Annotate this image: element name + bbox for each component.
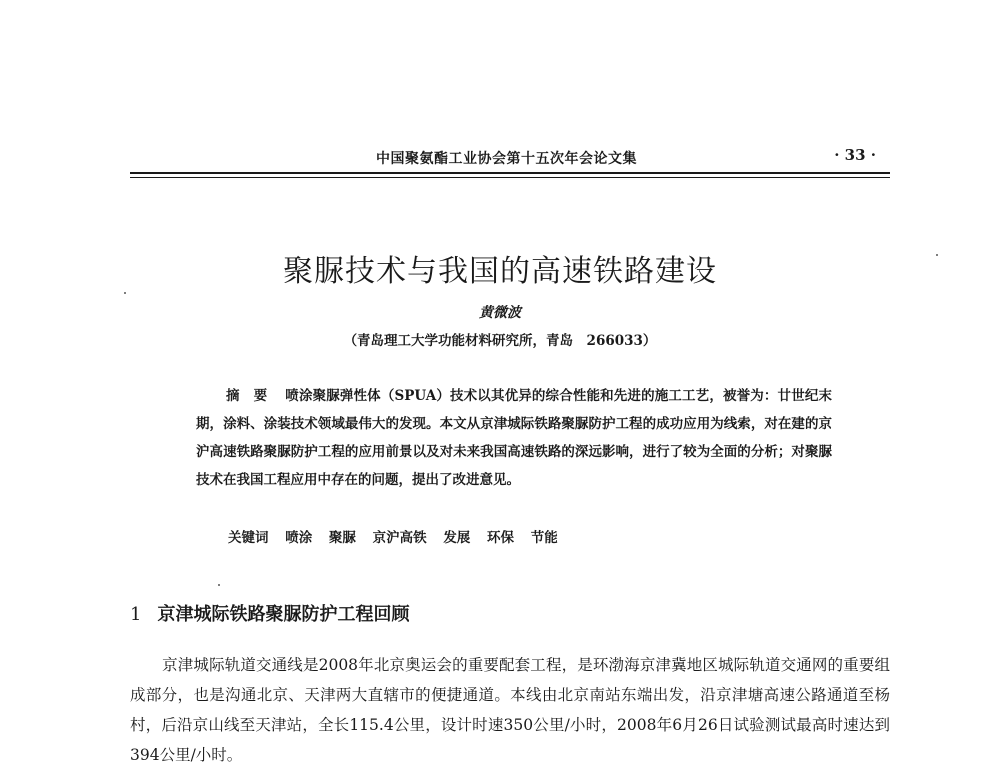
header-rule-thick — [130, 172, 890, 174]
abstract-text: 喷涂聚脲弹性体（SPUA）技术以其优异的综合性能和先进的施工工艺，被誉为：廿世纪末期，涂料、涂装技术领域最伟大的发现。本文从京津城际铁路聚脲防护工程的成功应用为线索，对在建的京沪高速铁路聚脲防护工程的应用前景以及对未来我国高速铁路的深远影响，进行了较为全面的分析；对聚脲技术在我国工程应用中存在的问题，提出了改进意见。 — [196, 388, 832, 488]
abstract — [196, 382, 832, 494]
scan-speck — [936, 254, 938, 256]
paragraph-text: 京津城际轨道交通线是2008年北京奥运会的重要配套工程，是环渤海京津冀地区城际轨道交通网的重要组成部分，也是沟通北京、天津两大直辖市的便捷通道。本线由北京南站东端出发，沿京津塘高速公路通道至杨村，后沿京山线至天津站，全长115.4公里，设计时速350公里/小时，2008年6月26日试验测试最高时速达到394公里/小时。 — [130, 656, 890, 764]
keyword: 发展 — [443, 530, 471, 546]
scan-speck — [218, 584, 220, 586]
article-author: 黄微波 — [479, 305, 521, 321]
section-number: 1 — [130, 604, 142, 625]
page-number: · 33 · — [834, 146, 876, 164]
abstract-label: 摘要 — [226, 388, 282, 404]
keyword: 节能 — [530, 530, 558, 546]
running-header — [130, 146, 890, 170]
section-title: 京津城际铁路聚脲防护工程回顾 — [157, 604, 410, 625]
section-heading — [130, 600, 409, 626]
body-paragraph — [130, 650, 890, 770]
keyword: 京沪高铁 — [372, 530, 427, 546]
keyword: 聚脲 — [328, 530, 356, 546]
keywords — [228, 526, 828, 546]
journal-name: 中国聚氨酯工业协会第十五次年会论文集 — [376, 151, 637, 167]
keywords-label: 关键词 — [228, 530, 269, 546]
keyword: 环保 — [487, 530, 515, 546]
header-rule-thin — [130, 177, 890, 178]
article-title: 聚脲技术与我国的高速铁路建设 — [283, 254, 717, 289]
article-affiliation: （青岛理工大学功能材料研究所，青岛 266033） — [343, 333, 657, 349]
scan-speck — [124, 292, 126, 294]
keyword: 喷涂 — [285, 530, 313, 546]
